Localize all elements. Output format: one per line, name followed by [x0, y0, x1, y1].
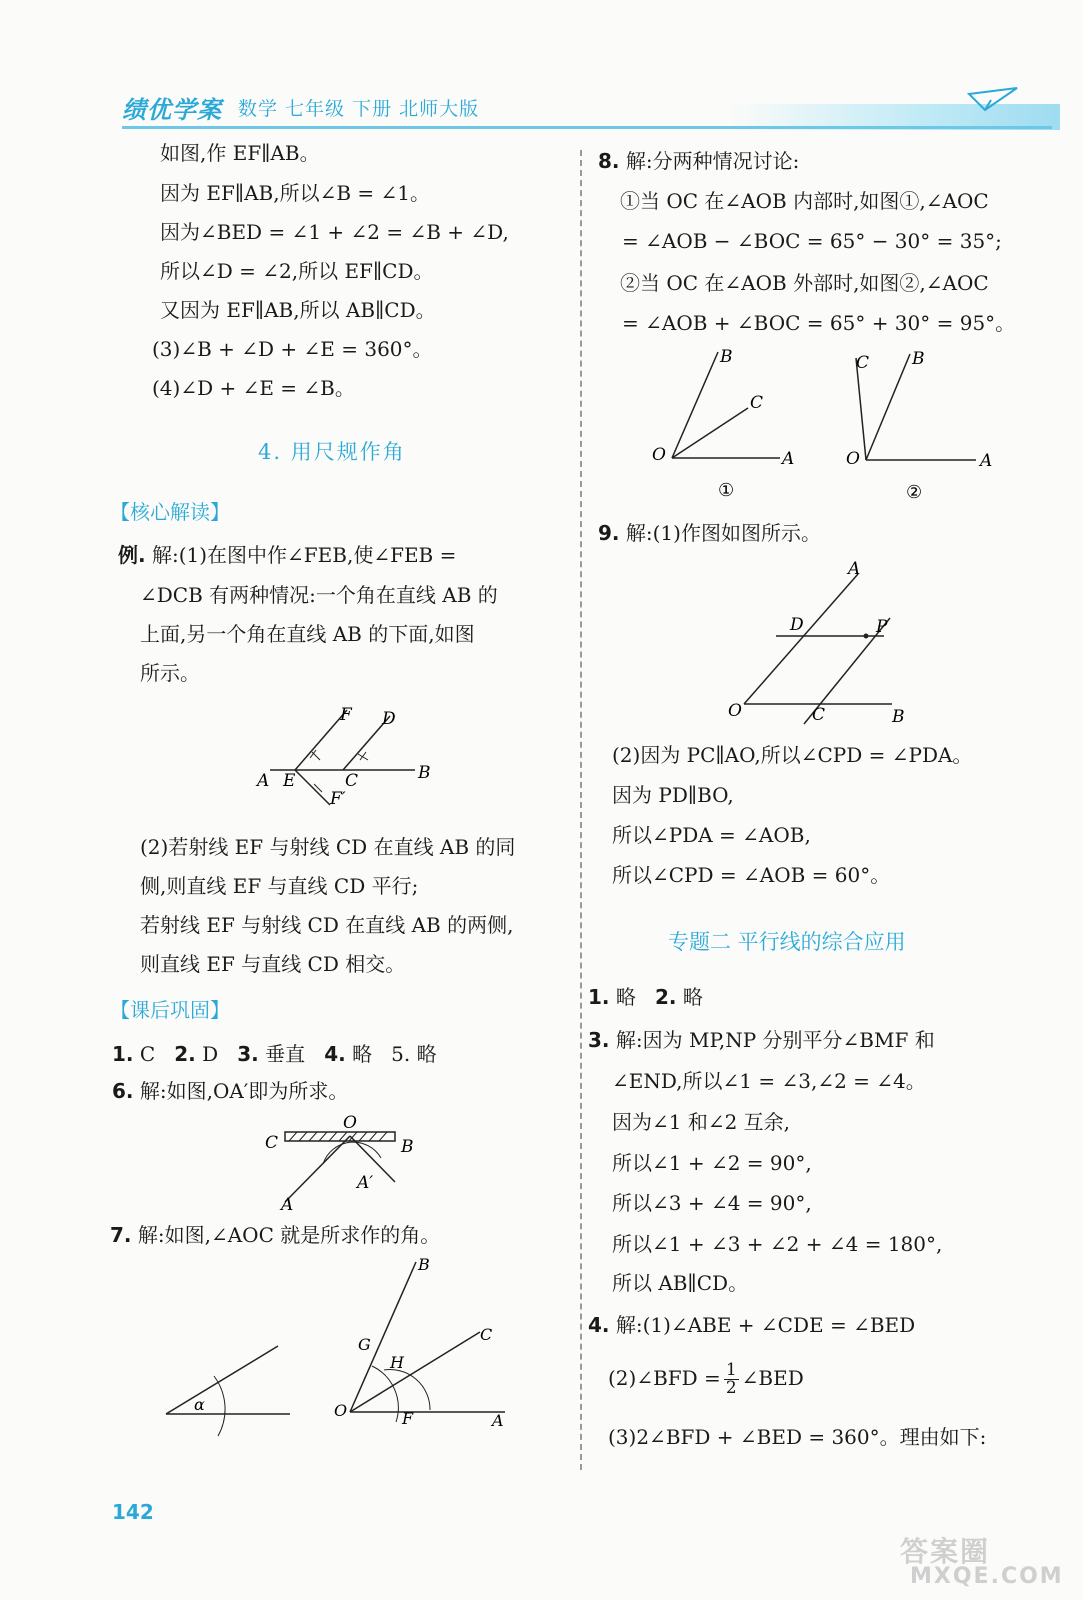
q7-text: 解:如图,∠AOC 就是所求作的角。 [137, 1223, 441, 1247]
r4-part2-a: (2)∠BFD = [608, 1366, 721, 1390]
r3-number: 3. [588, 1028, 610, 1052]
label-A: A [257, 771, 270, 791]
label-C: C [812, 705, 826, 725]
example-line: (2)若射线 EF 与射线 CD 在直线 AB 的同 [140, 835, 516, 859]
watermark-line-2: MXQE.COM [910, 1564, 1064, 1589]
figure-q9 [720, 556, 920, 726]
text-line: 如图,作 EF∥AB。 [160, 141, 320, 165]
answers-line [588, 984, 703, 1010]
r1-answer: 略 [615, 985, 636, 1009]
topic-title: 专题二 平行线的综合应用 [668, 930, 906, 954]
q2-answer: D [202, 1042, 219, 1066]
label-A: A [281, 1195, 294, 1212]
text-line: (2)因为 PC∥AO,所以∠CPD = ∠PDA。 [612, 743, 973, 767]
text-line: = ∠AOB − ∠BOC = 65° − 30° = 35°; [622, 229, 1002, 253]
q1-answer: C [139, 1042, 156, 1066]
q9-text: 解:(1)作图如图所示。 [625, 521, 821, 545]
r1-number: 1. [588, 985, 610, 1009]
label-O: O [334, 1401, 348, 1420]
example-line: 侧,则直线 EF 与直线 CD 平行; [140, 874, 419, 898]
text-line: 所以 AB∥CD。 [612, 1271, 749, 1295]
watermark-line-1: 答案圈 [900, 1535, 991, 1568]
label-B: B [418, 1255, 430, 1274]
r2-number: 2. [654, 985, 677, 1009]
text-line: (4)∠D + ∠E = ∠B。 [152, 376, 355, 400]
text-line: 所以∠3 + ∠4 = 90°, [612, 1191, 812, 1215]
label-O: O [652, 445, 666, 465]
fraction-denominator: 2 [725, 1378, 737, 1398]
text-line: 因为 EF∥AB,所以∠B = ∠1。 [160, 181, 430, 205]
text-line: 因为∠BED = ∠1 + ∠2 = ∠B + ∠D, [160, 220, 509, 244]
label-A: A [848, 559, 861, 579]
figure-caption-2: ② [906, 482, 923, 503]
text-line: = ∠AOB + ∠BOC = 65° + 30° = 95°。 [622, 311, 1016, 335]
q7-line [110, 1222, 440, 1248]
q3-answer: 垂直 [265, 1042, 306, 1066]
r4-text: 解:(1)∠ABE + ∠CDE = ∠BED [615, 1313, 916, 1337]
example-line: ∠DCB 有两种情况:一个角在直线 AB 的 [140, 583, 498, 607]
q6-line [112, 1078, 348, 1104]
text-line: 因为∠1 和∠2 互余, [612, 1110, 791, 1134]
text-line: ①当 OC 在∠AOB 内部时,如图①,∠AOC [620, 189, 989, 213]
q6-number: 6. [112, 1079, 134, 1103]
page-number: 142 [112, 1500, 154, 1524]
q4-answer: 略 [352, 1042, 373, 1066]
example-line [118, 542, 456, 568]
label-F-prime: F′ [330, 789, 346, 809]
fraction-numerator: 1 [725, 1360, 737, 1380]
label-O: O [846, 449, 860, 469]
label-C: C [265, 1133, 279, 1153]
watermark [900, 1530, 1070, 1590]
example-text: 解:(1)在图中作∠FEB,使∠FEB = [151, 543, 457, 567]
label-O: O [343, 1113, 357, 1133]
r4-line-2 [608, 1358, 804, 1398]
q8-line [598, 148, 799, 174]
q8-number: 8. [598, 149, 620, 173]
r3-line [588, 1027, 935, 1053]
section-title: 4. 用尺规作角 [258, 440, 406, 464]
q7-number: 7. [110, 1223, 132, 1247]
label-C: C [480, 1325, 493, 1344]
q9-number: 9. [598, 521, 620, 545]
figure-q6 [255, 1112, 425, 1212]
fraction-one-half [724, 1362, 739, 1397]
text-line: 因为 PD∥BO, [612, 783, 734, 807]
tag-after-class: 【课后巩固】 [110, 998, 230, 1022]
column-divider [580, 150, 582, 1470]
label-B: B [401, 1137, 414, 1157]
label-P: P [876, 617, 888, 637]
label-H: H [390, 1353, 404, 1372]
figure-q7 [160, 1250, 560, 1450]
text-line: 所以∠1 + ∠2 = 90°, [612, 1151, 812, 1175]
text-line: 所以∠CPD = ∠AOB = 60°。 [612, 863, 891, 887]
r4-line [588, 1312, 915, 1338]
q5-answer: 5. 略 [391, 1042, 437, 1066]
q2-number: 2. [174, 1042, 196, 1066]
text-line: 所以∠1 + ∠3 + ∠2 + ∠4 = 180°, [612, 1232, 943, 1256]
label-G: G [358, 1335, 371, 1354]
label-D: D [382, 709, 396, 729]
label-E: E [283, 771, 296, 791]
text-line: ②当 OC 在∠AOB 外部时,如图②,∠AOC [620, 271, 989, 295]
r3-text: 解:因为 MP,NP 分别平分∠BMF 和 [615, 1028, 935, 1052]
r4-part2-b: ∠BED [741, 1366, 804, 1390]
r2-answer: 略 [682, 985, 703, 1009]
label-C: C [345, 771, 359, 791]
label-O: O [728, 701, 742, 721]
q4-number: 4. [324, 1042, 346, 1066]
paper-plane-icon [965, 84, 1025, 124]
text-line: (3)∠B + ∠D + ∠E = 360°。 [152, 337, 433, 361]
label-alpha: α [194, 1395, 205, 1414]
brand-title: 绩优学案 [122, 96, 222, 124]
label-B: B [418, 763, 431, 783]
tag-core-reading: 【核心解读】 [110, 500, 230, 524]
label-A: A [492, 1411, 504, 1430]
label-B: B [892, 707, 905, 726]
figure-caption-1: ① [718, 480, 735, 501]
text-line: (3)2∠BFD + ∠BED = 360°。理由如下: [608, 1425, 987, 1449]
example-number: 例. [118, 543, 146, 567]
example-line: 上面,另一个角在直线 AB 的下面,如图 [140, 622, 475, 646]
book-subtitle: 数学 七年级 下册 北师大版 [238, 98, 480, 120]
r4-number: 4. [588, 1313, 610, 1337]
label-A: A [782, 449, 795, 469]
q8-text: 解:分两种情况讨论: [625, 149, 800, 173]
q3-number: 3. [237, 1042, 259, 1066]
text-line: 所以∠D = ∠2,所以 EF∥CD。 [160, 259, 434, 283]
label-C: C [750, 393, 764, 413]
q1-number: 1. [112, 1042, 134, 1066]
example-line: 则直线 EF 与直线 CD 相交。 [140, 952, 406, 976]
text-line: 又因为 EF∥AB,所以 AB∥CD。 [160, 298, 436, 322]
label-D: D [790, 615, 804, 635]
label-A: A [980, 451, 993, 471]
answers-line [112, 1041, 437, 1067]
label-F: F [340, 705, 352, 725]
example-line: 若射线 EF 与射线 CD 在直线 AB 的两侧, [140, 913, 514, 937]
label-C: C [856, 353, 870, 373]
label-A-prime: A′ [357, 1173, 374, 1193]
figure-q8 [640, 340, 1020, 510]
page-header [110, 84, 1060, 134]
label-B: B [720, 347, 733, 367]
label-F: F [402, 1409, 414, 1428]
figure-construct-angle [250, 700, 450, 815]
text-line: ∠END,所以∠1 = ∠3,∠2 = ∠4。 [612, 1069, 926, 1093]
q9-line [598, 520, 821, 546]
header-rule [122, 126, 1052, 129]
example-line: 所示。 [140, 661, 200, 685]
text-line: 所以∠PDA = ∠AOB, [612, 823, 811, 847]
q6-text: 解:如图,OA′即为所求。 [139, 1079, 349, 1103]
label-B: B [912, 349, 925, 369]
